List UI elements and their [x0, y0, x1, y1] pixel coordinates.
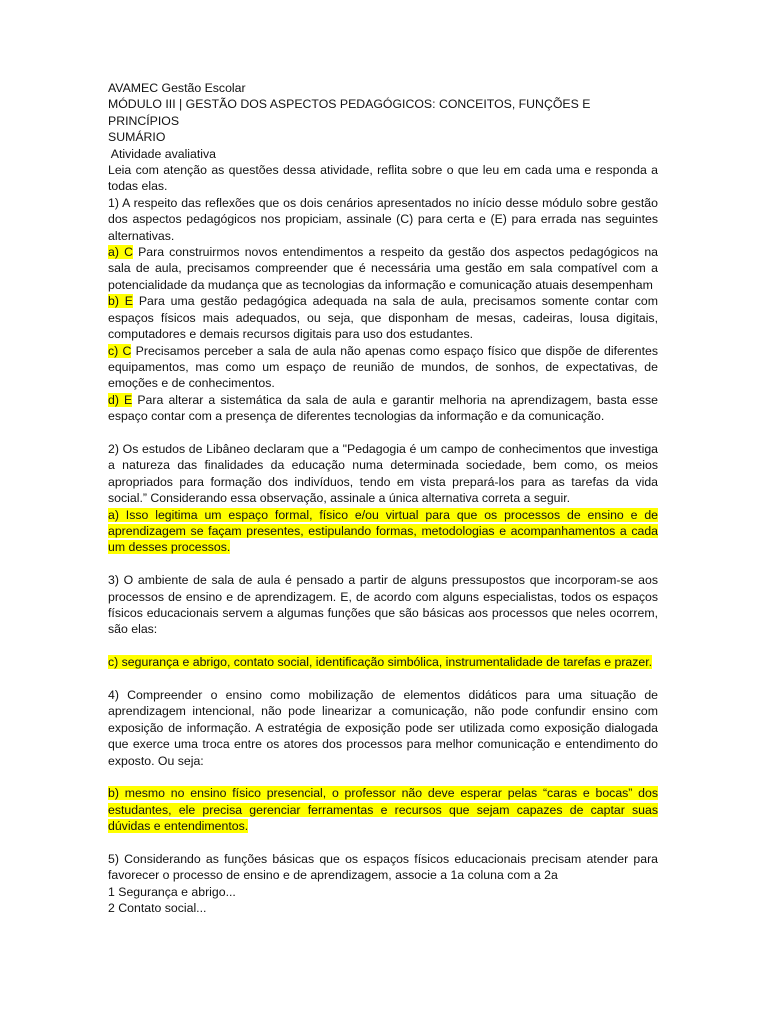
summary-heading: SUMÁRIO [108, 130, 166, 145]
module-title: MÓDULO III | GESTÃO DOS ASPECTOS PEDAGÓGICOS: CONCEITOS, FUNÇÕES E PRINCÍPIOS [108, 97, 591, 128]
question-3: 3) O ambiente de sala de aula é pensado a partir de alguns pressupostos que incorporam-se aos processos de ensino e de aprendizagem. E, de acordo com alguns especialistas, todos os espaços físicos educacionais servem a algumas funções que são básicas aos processos que neles ocorrem, são elas: [108, 573, 658, 637]
q4-answer: b) mesmo no ensino físico presencial, o professor não deve esperar pelas “caras e bocas” dos estudantes, ele precisa gerenciar ferramentas e recursos que sejam capazes de captar suas dúvidas e entendimentos. [108, 786, 658, 834]
q1-alternative-c: c) C Precisamos perceber a sala de aula não apenas como espaço físico que dispõe de diferentes equipamentos, mas como um espaço de reunião de mundos, de sonhos, de expectativas, de emoções e de conhecimentos. [108, 343, 658, 391]
activity-heading: Atividade avaliativa [108, 146, 217, 161]
document-page [108, 80, 658, 917]
answer-label-b: b) E [108, 294, 133, 309]
question-1: 1) A respeito das reflexões que os dois cenários apresentados no início desse módulo sobre gestão dos aspectos pedagógicos nos propiciam, assinale (C) para certa e (E) para errada nas seguintes alternativas. [108, 195, 658, 243]
question-5: 5) Considerando as funções básicas que os espaços físicos educacionais precisam atender para favorecer o processo de ensino e de aprendizagem, associe a 1a coluna com a 2a [108, 852, 658, 883]
intro-paragraph: Leia com atenção as questões dessa atividade, reflita sobre o que leu em cada uma e responda a todas elas. [108, 163, 658, 194]
answer-label-d: d) E [108, 392, 133, 407]
answer-label-a: a) C [108, 245, 133, 260]
question-2: 2) Os estudos de Libâneo declaram que a "Pedagogia é um campo de conhecimentos que investiga a natureza das finalidades da educação numa determinada sociedade, bem como, os meios apropriados para formação dos indivíduos, tendo em vista prepará-los para as tarefas da vida social.” Considerando essa observação, assinale a única alternativa correta a seguir. [108, 441, 658, 506]
answer-label-c: c) C [108, 343, 132, 358]
q2-answer: a) Isso legitima um espaço formal, físico e/ou virtual para que os processos de ensino e de aprendizagem se façam presentes, estipulando formas, metodologias e acompanhamentos a cada um desses processos. [108, 507, 658, 555]
q5-item-1: 1 Segurança e abrigo... [108, 884, 236, 899]
q1-alternative-a: a) C Para construirmos novos entendimentos a respeito da gestão dos aspectos pedagógicos na sala de aula, precisamos compreender que é necessária uma gestão em sala compatível com a potencialidade da mudança que as tecnologias da informação e comunicação atuais desempenham [108, 245, 658, 292]
q5-item-2: 2 Contato social... [108, 901, 207, 916]
question-4: 4) Compreender o ensino como mobilização de elementos didáticos para uma situação de aprendizagem intencional, não pode linearizar a comunicação, não pode confundir ensino com exposição de informação. A estratégia de exposição pode ser utilizada como exposição dialogada que exerce uma troca entre os atores dos processos para melhor comunicação e entendimento do exposto. Ou seja: [108, 687, 658, 768]
course-title: AVAMEC Gestão Escolar [108, 81, 246, 95]
q1-alternative-d: d) E Para alterar a sistemática da sala de aula e garantir melhoria na aprendizagem, basta esse espaço contar com a presença de diferentes tecnologias da informação e da comunicação. [108, 392, 658, 424]
q1-alternative-b: b) E Para uma gestão pedagógica adequada na sala de aula, precisamos somente contar com espaços físicos mais adequados, ou seja, que disponham de mesas, cadeiras, lousa digitais, computadores e demais recursos digitais para uso dos estudantes. [108, 294, 658, 342]
q3-answer: c) segurança e abrigo, contato social, identificação simbólica, instrumentalidade de tarefas e prazer. [108, 655, 653, 670]
